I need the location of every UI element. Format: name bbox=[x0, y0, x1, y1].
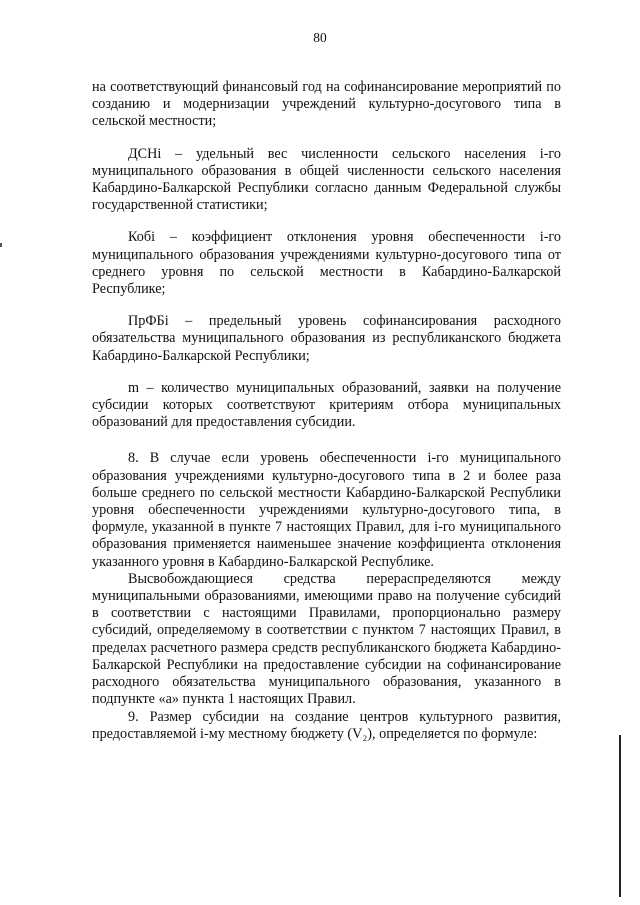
page-number: 80 bbox=[313, 30, 327, 45]
paragraph-prfb-definition: ПрФБi – предельный уровень софинансирования расходного обязательства муниципального образования из республиканского бюджета Кабардино-Балкарской Республики; bbox=[92, 313, 561, 364]
paragraph-item-9: 9. Размер субсидии на создание центров культурного развития, предоставляемой i-му местному бюджету (V₂), определяется по формуле: bbox=[92, 708, 561, 742]
paragraph-dsn-definition: ДСНi – удельный вес численности сельского населения i-го муниципального образования в общей численности сельского населения Кабардино-Балкарской Республики согласно данным Федеральной службы государственной статистики; bbox=[92, 145, 561, 214]
scan-artifact-left bbox=[0, 243, 2, 247]
paragraph-cofinancing-continuation: на соответствующий финансовый год на софинансирование мероприятий по созданию и модернизации учреждений культурно-досугового типа в сельской местности; bbox=[92, 79, 561, 130]
scan-artifact-right bbox=[619, 735, 621, 897]
paragraph-item-8: 8. В случае если уровень обеспеченности i-го муниципального образования учреждениями культурно-досугового типа в 2 и более раза больше среднего по сельской местности Кабардино-Балкарской Республики уровня обеспеченности учреждениями культурно-досугового типа, в формуле, указанной в пункте 7 настоящих Правил, для i-го муниципального образования применяется наименьшее значение коэффициента отклонения указанного уровня в Кабардино-Балкарской Республике. bbox=[92, 450, 561, 570]
paragraph-redistribution: Высвобождающиеся средства перераспределяются между муниципальными образованиями, имеющими право на получение субсидий в соответствии с настоящими Правилами, пропорционально размеру субсидий, определяемому в соответствии с пунктом 7 настоящих Правил, в пределах расчетного размера средств республиканского бюджета Кабардино-Балкарской Республики на предоставление субсидии на софинансирование расходного обязательства муниципального образования, указанного в подпункте «а» пункта 1 настоящих Правил. bbox=[92, 570, 561, 708]
paragraph-m-definition: m – количество муниципальных образований, заявки на получение субсидии которых соответствуют критериям отбора муниципальных образований для предоставления субсидии. bbox=[92, 379, 561, 431]
document-body bbox=[92, 79, 561, 743]
paragraph-kob-definition: Кобi – коэффициент отклонения уровня обеспеченности i-го муниципального образования учреждениями культурно-досугового типа от среднего уровня по сельской местности в Кабардино-Балкарской Республике; bbox=[92, 229, 561, 298]
